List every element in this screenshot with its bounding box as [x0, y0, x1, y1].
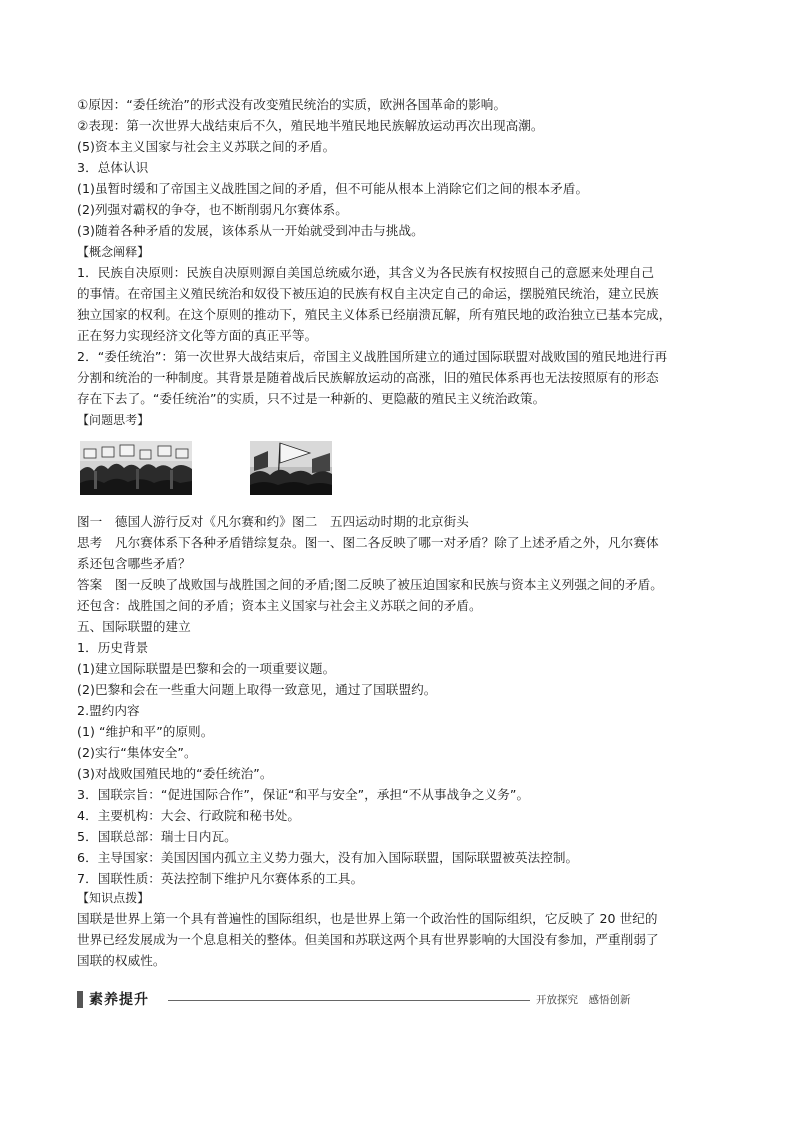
text-line: 正在努力实现经济文化等方面的真正平等。: [77, 328, 318, 343]
text-line: 5．国联总部：瑞士日内瓦。: [77, 829, 237, 844]
text-line: 3．国联宗旨：“促进国际合作”，保证“和平与安全”，承担“不从事战争之义务”。: [77, 787, 530, 802]
text-line: 4．主要机构：大会、行政院和秘书处。: [77, 808, 301, 823]
text-line: (1)虽暂时缓和了帝国主义战胜国之间的矛盾，但不可能从根本上消除它们之间的根本矛盾。: [77, 181, 589, 196]
text-line: (5)资本主义国家与社会主义苏联之间的矛盾。: [77, 139, 336, 154]
text-line: (2)实行“集体安全”。: [77, 745, 197, 760]
text-line: 世界已经发展成为一个息息相关的整体。但美国和苏联这两个具有世界影响的大国没有参加，严重削弱了: [77, 932, 659, 947]
section-heading: 1．历史背景: [77, 640, 149, 655]
text-line: 国联是世界上第一个具有普遍性的国际组织，也是世界上第一个政治性的国际组织，它反映了 20 世纪的: [77, 911, 658, 926]
photo-may-fourth-street: [250, 441, 332, 495]
text-line: 还包含：战胜国之间的矛盾；资本主义国家与社会主义苏联之间的矛盾。: [77, 598, 482, 613]
text-line: (3)对战败国殖民地的“委任统治”。: [77, 766, 273, 781]
section-heading: 2.盟约内容: [77, 703, 140, 718]
text-line: 系还包含哪些矛盾？: [77, 556, 191, 571]
text-line: ②表现：第一次世界大战结束后不久，殖民地半殖民地民族解放运动再次出现高潮。: [77, 118, 544, 133]
text-line: 的事情。在帝国主义殖民统治和奴役下被压迫的民族有权自主决定自己的命运，摆脱殖民统治，建立民族: [77, 286, 659, 301]
text-line: 国联的权威性。: [77, 953, 166, 968]
label-knowledge: 【知识点拨】: [77, 891, 150, 905]
label-question: 【问题思考】: [77, 413, 150, 427]
text-line: 7．国联性质：英法控制下维护凡尔赛体系的工具。: [77, 871, 364, 886]
text-line: 存在下去了。“委任统治”的实质，只不过是一种新的、更隐蔽的殖民主义统治政策。: [77, 391, 546, 406]
text-line: 思考 凡尔赛体系下各种矛盾错综复杂。图一、图二各反映了哪一对矛盾？除了上述矛盾之外，凡尔赛体: [77, 535, 659, 550]
text-line: 1．民族自决原则：民族自决原则源自美国总统威尔逊，其含义为各民族有权按照自己的意愿来处理自己: [77, 265, 655, 280]
section-subtitle: 开放探究 感悟创新: [536, 994, 631, 1006]
section-title: 素养提升: [89, 992, 149, 1008]
text-line: 6．主导国家：美国因国内孤立主义势力强大，没有加入国际联盟，国际联盟被英法控制。: [77, 850, 579, 865]
text-line: 答案 图一反映了战败国与战胜国之间的矛盾;图二反映了被压迫国家和民族与资本主义列强之间的矛盾。: [77, 577, 663, 592]
photo-german-protest: [80, 441, 192, 495]
section-heading: 3．总体认识: [77, 160, 149, 175]
divider: [168, 1000, 530, 1001]
section-heading: 五、国际联盟的建立: [77, 619, 191, 634]
text-line: (1)建立国际联盟是巴黎和会的一项重要议题。: [77, 661, 336, 676]
text-line: (1) “维护和平”的原则。: [77, 724, 214, 739]
text-line: 2．“委任统治”：第一次世界大战结束后，帝国主义战胜国所建立的通过国际联盟对战败国的殖民地进行再: [77, 349, 668, 364]
figure-captions: 图一 德国人游行反对《凡尔赛和约》图二 五四运动时期的北京街头: [77, 514, 469, 529]
text-line: 分割和统治的一种制度。其背景是随着战后民族解放运动的高涨，旧的殖民体系再也无法按照原有的形态: [77, 370, 659, 385]
text-line: ①原因：“委任统治”的形式没有改变殖民统治的实质，欧洲各国革命的影响。: [77, 97, 507, 112]
label-concept: 【概念阐释】: [77, 245, 150, 259]
section-marker: [77, 991, 83, 1008]
text-line: (3)随着各种矛盾的发展，该体系从一开始就受到冲击与挑战。: [77, 223, 424, 238]
text-line: 独立国家的权利。在这个原则的推动下，殖民主义体系已经崩溃瓦解，所有殖民地的政治独立已基本完成，: [77, 307, 672, 322]
text-line: (2)列强对霸权的争夺，也不断削弱凡尔赛体系。: [77, 202, 348, 217]
text-line: (2)巴黎和会在一些重大问题上取得一致意见，通过了国联盟约。: [77, 682, 437, 697]
